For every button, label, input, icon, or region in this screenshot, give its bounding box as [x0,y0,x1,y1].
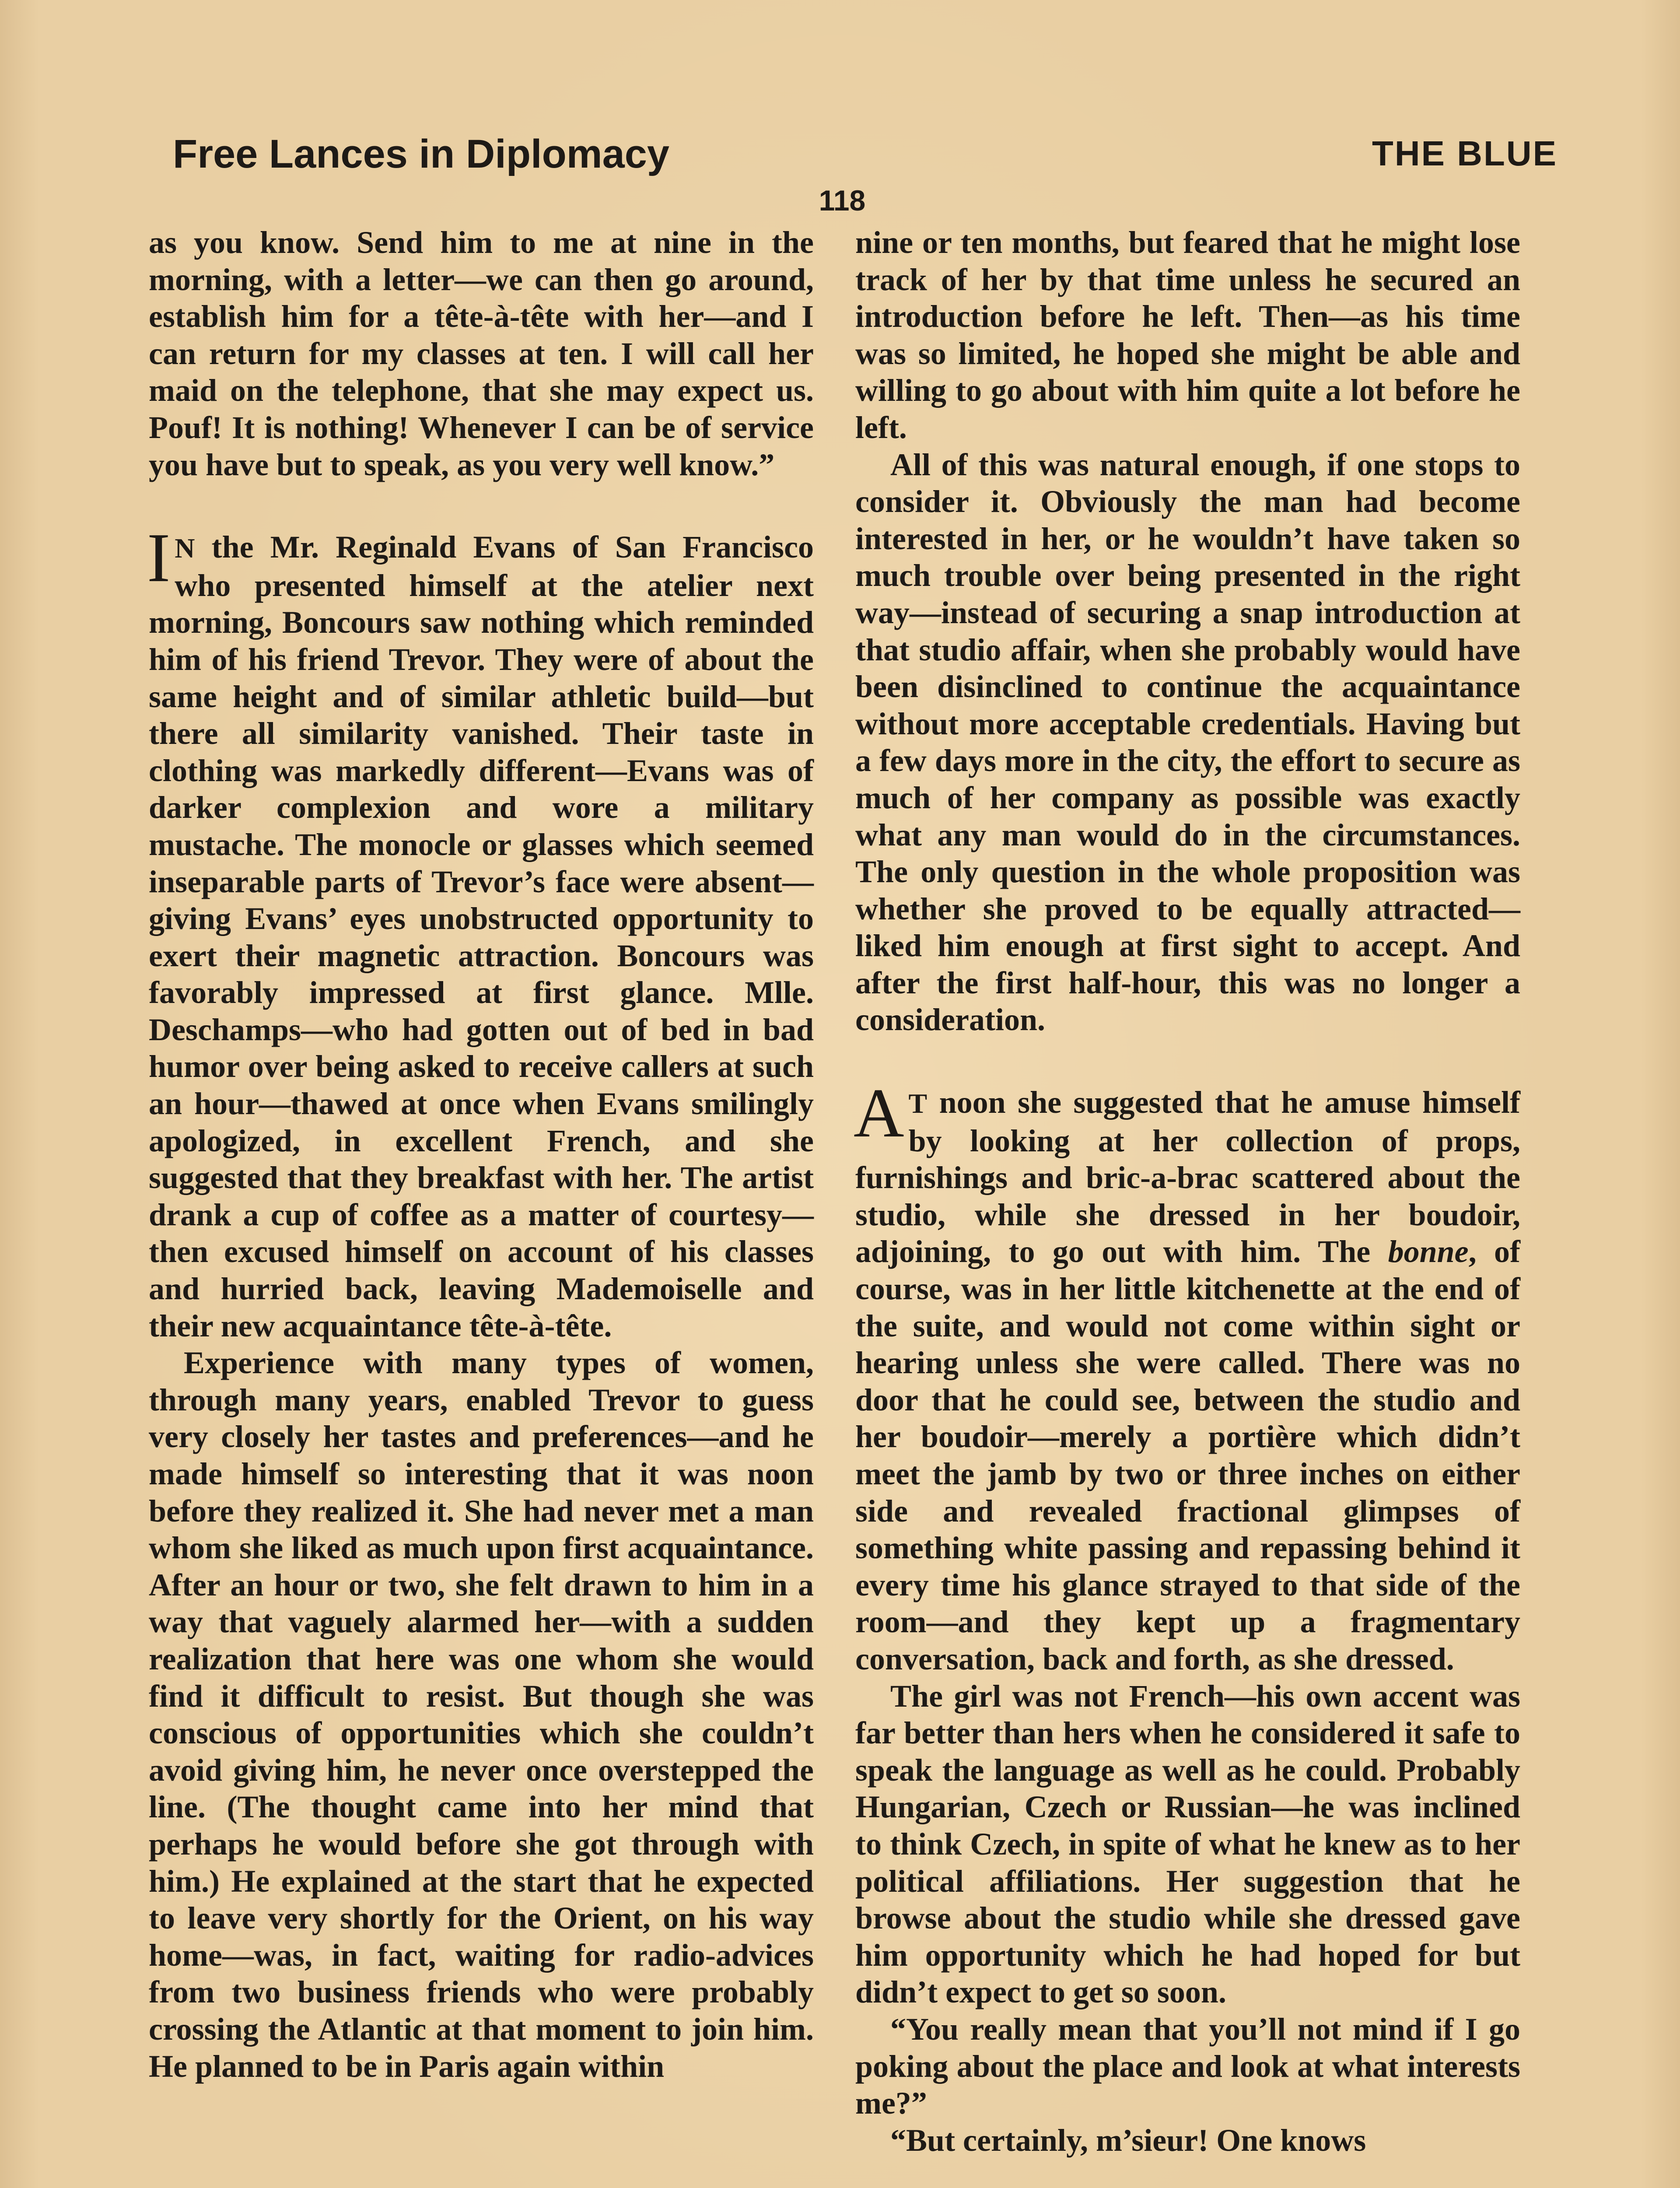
paragraph: “But certainly, m’sieur! One knows [890,2122,1366,2158]
paragraph: “You really mean that you’ll not mind if I go poking about the place and look at what interests me?” [855,2011,1520,2121]
paragraph: as you know. Send him to me at nine in the morning, with a letter—we can then go around, establish him for a tête-à-tête with her—and I can return for my classes at ten. I will call her maid on the telephone, that she may expect us. Pouf! It is nothing! Whenever I can be of service you have but to speak, as you very well know.” [149,225,814,482]
drop-cap: I [147,519,171,597]
paragraph-text: noon she suggested that he amuse himself by looking at her collection of props, furnishings and bric-a-brac scattered about the studio, while she dressed in her boudoir, adjoining, to go out with him. The [855,1085,1520,1269]
paragraph-dropcap [854,1074,1521,1678]
running-title: Free Lances in Diplomacy [173,132,670,176]
lead-in: T [908,1088,928,1119]
paragraph: nine or ten months, but feared that he might lose track of her by that time unless he secured an introduction before he left. Then—as his time was so limited, he hoped she might be able and willing to go about with him quite a lot before he left. [855,225,1520,445]
paragraph-text: , of course, was in her little kitchenette at the end of the suite, and would not come within sight or hearing unless she were called. There was no door that he could see, between the studio and her boudoir—merely a portière which didn’t meet the jamb by two or three inches on either side and revealed fractional glimpses of something white passing and repassing behind it every time his glance strayed to that side of the room—and they kept up a fragmentary conversation, back and forth, as she dressed. [855,1234,1521,1676]
page-number: 118 [819,184,866,217]
paragraph: All of this was natural enough, if one stops to consider it. Obviously the man had become interested in her, or he wouldn’t have taken so much trouble over being presented in the right way—instead of securing a snap introduction at that studio affair, when she probably would have been disinclined to continue the acquaintance without more acceptable credentials. Having but a few days more in the city, the effort to secure as much of her company as possible was exactly what any man would do in the circumstances. The only question in the whole proposition was whether she proved to be equally attracted—liked him enough at first sight to accept. And after the first half-hour, this was no longer a consideration. [855,447,1520,1038]
drop-cap: A [854,1074,904,1152]
lead-in: N [175,533,195,564]
paragraph: The girl was not French—his own accent was far better than hers when he considered it safe to speak the language as well as he could. Probably Hungarian, Czech or Russian—he was inclined to think Czech, in spite of what he knew as to her political affiliations. Her suggestion that he browse about the studio while she dressed gave him opportunity which he had hoped for but didn’t expect to get so soon. [855,1678,1520,2010]
left-column [149,224,814,2085]
paragraph-dropcap [147,519,814,1344]
italic-word: bonne [1388,1234,1469,1269]
paragraph-text: the Mr. Reginald Evans of San Francisco who presented himself at the atelier next morning, Boncours saw nothing which reminded him of his friend Trevor. They were of about the same height and of similar athletic build—but there all similarity vanished. Their taste in clothing was markedly different—Evans was of darker complexion and wore a military mustache. The monocle or glasses which seemed inseparable parts of Trevor’s face were absent—giving Evans’ eyes unobstructed opportunity to exert their magnetic attraction. Boncours was favorably impressed at first glance. Mlle. Deschamps—who had gotten out of bed in bad humor over being asked to receive callers at such an hour—thawed at once when Evans smilingly apologized, in excellent French, and she suggested that they breakfast with her. The artist drank a cup of coffee as a matter of courtesy—then excused himself on account of his classes and hurried back, leaving Mademoiselle and their new acquaintance tête-à-tête. [149,529,814,1343]
right-column [855,224,1520,2159]
paragraph: Experience with many types of women, through many years, enabled Trevor to guess very closely her tastes and preferences—and he made himself so interesting that it was noon before they realized it. She had never met a man whom she liked as much upon first acquaintance. After an hour or two, she felt drawn to him in a way that vaguely alarmed her—with a sudden realization that here was one whom she would find it difficult to resist. But though she was conscious of opportunities which she couldn’t avoid giving him, he never once overstepped the line. (The thought came into her mind that perhaps he would before she got through with him.) He explained at the start that he expected to leave very shortly for the Orient, on his way home—was, in fact, waiting for radio-advices from two business friends who were probably crossing the Atlantic at that moment to join him. He planned to be in Paris again within [149,1345,814,2084]
magazine-name: THE BLUE [1372,134,1558,173]
